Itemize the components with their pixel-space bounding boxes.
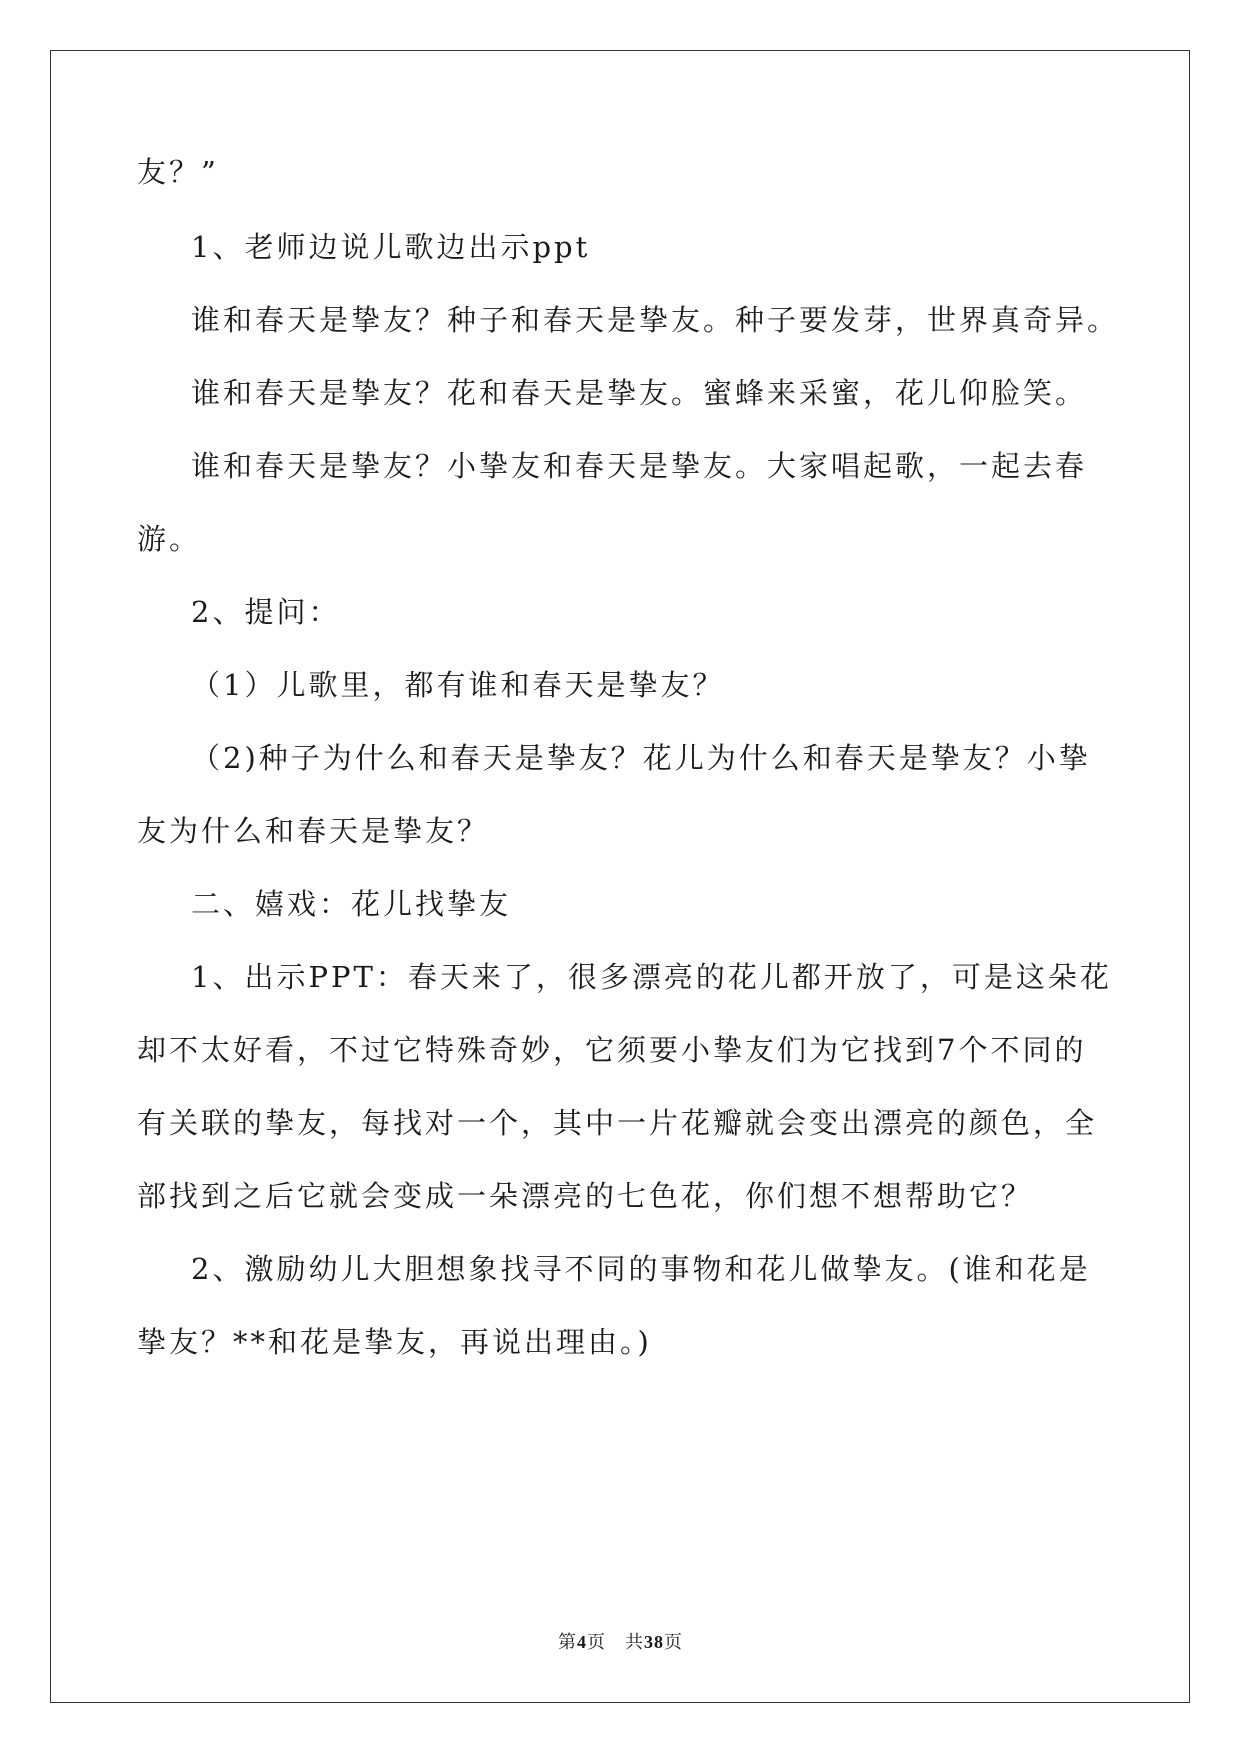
paragraph-line: 挚友？**和花是挚友，再说出理由。) bbox=[137, 1325, 652, 1359]
section-heading: 二、嬉戏：花儿找挚友 bbox=[191, 887, 512, 921]
paragraph-line: 却不太好看，不过它特殊奇妙，它须要小挚友们为它找到7个不同的 bbox=[137, 1033, 1087, 1067]
paragraph-line: 2、激励幼儿大胆想象找寻不同的事物和花儿做挚友。(谁和花是 bbox=[191, 1252, 1091, 1286]
paragraph-line: 谁和春天是挚友？小挚友和春天是挚友。大家唱起歌，一起去春 bbox=[191, 449, 1088, 483]
page-border bbox=[50, 50, 1190, 1703]
page-footer bbox=[0, 1628, 1241, 1654]
paragraph-line: 2、提问： bbox=[191, 595, 341, 629]
paragraph-line: （2)种子为什么和春天是挚友？花儿为什么和春天是挚友？小挚 bbox=[191, 741, 1091, 775]
footer-mid: 页 共 bbox=[587, 1632, 644, 1652]
paragraph-line: 谁和春天是挚友？种子和春天是挚友。种子要发芽，世界真奇异。 bbox=[191, 303, 1120, 337]
current-page-number: 4 bbox=[577, 1632, 587, 1652]
paragraph-line: 谁和春天是挚友？花和春天是挚友。蜜蜂来采蜜，花儿仰脸笑。 bbox=[191, 376, 1088, 410]
paragraph-line: 友？” bbox=[137, 155, 219, 189]
paragraph-line: 1、老师边说儿歌边出示ppt bbox=[191, 230, 591, 264]
paragraph-line: （1）儿歌里，都有谁和春天是挚友？ bbox=[191, 668, 725, 702]
paragraph-line: 有关联的挚友，每找对一个，其中一片花瓣就会变出漂亮的颜色，全 bbox=[137, 1106, 1098, 1140]
footer-suffix: 页 bbox=[664, 1632, 683, 1652]
total-page-count: 38 bbox=[644, 1632, 664, 1652]
paragraph-line: 1、出示PPT：春天来了，很多漂亮的花儿都开放了，可是这朵花 bbox=[191, 960, 1112, 994]
paragraph-line: 部找到之后它就会变成一朵漂亮的七色花，你们想不想帮助它？ bbox=[137, 1179, 1034, 1213]
paragraph-line: 游。 bbox=[137, 522, 202, 556]
footer-prefix: 第 bbox=[558, 1632, 577, 1652]
paragraph-line: 友为什么和春天是挚友？ bbox=[137, 814, 490, 848]
